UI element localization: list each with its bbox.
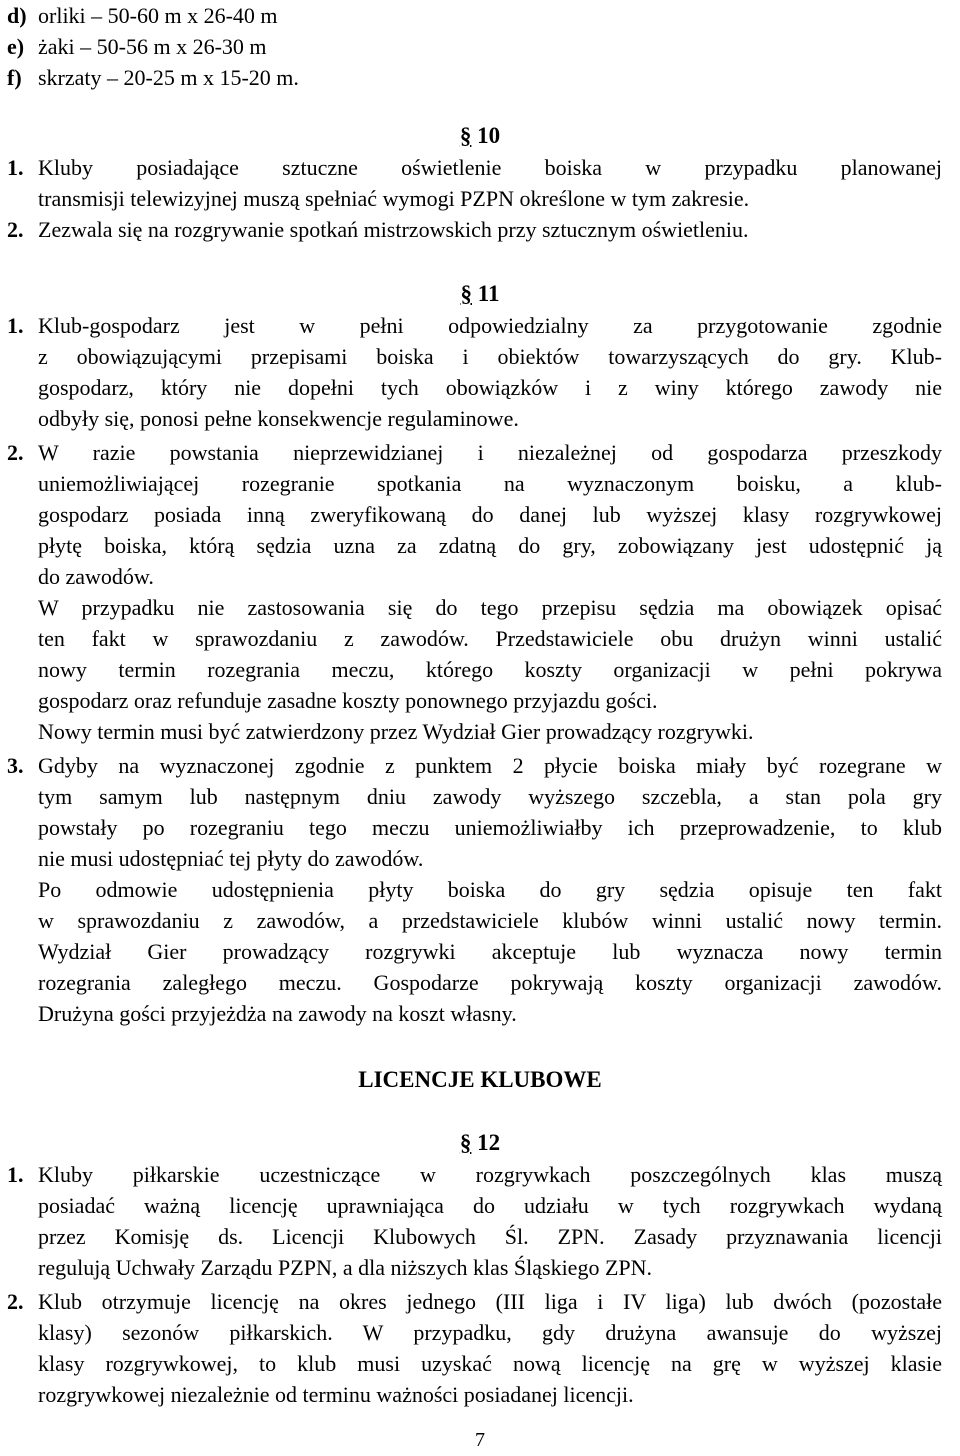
text-line: klasy rozgrywkowej, to klub musi uzyskać nową licencję na grę w wyższej klasie	[38, 1351, 942, 1376]
text-line: transmisji telewizyjnej muszą spełniać wymogi PZPN określone w tym zakresie.	[38, 186, 750, 211]
text-line: odbyły się, ponosi pełne konsekwencje regulaminowe.	[38, 406, 519, 431]
paragraph-number: 1.	[7, 313, 24, 338]
paragraph-number: 2.	[7, 217, 24, 242]
list-marker: d)	[7, 3, 27, 28]
section-symbol: §	[459, 123, 472, 148]
text-line: tym samym lub następnym dniu zawody wyższego szczebla, a stan pola gry	[38, 784, 942, 809]
chapter-heading: LICENCJE KLUBOWE	[358, 1067, 602, 1092]
section-symbol: §	[460, 281, 472, 306]
section-heading-12	[0, 1127, 960, 1158]
paragraph-number: 2.	[7, 440, 24, 465]
text-line: Gdyby na wyznaczonej zgodnie z punktem 2 płycie boiska miały być rozegrane w	[38, 753, 942, 778]
text-line: ten fakt w sprawozdaniu z zawodów. Przedstawiciele obu drużyn winni ustalić	[38, 626, 942, 651]
list-item-text: skrzaty – 20-25 m x 15-20 m.	[38, 65, 299, 90]
paragraph-number: 1.	[7, 1162, 24, 1187]
text-line: do zawodów.	[38, 564, 154, 589]
list-item	[7, 0, 278, 31]
text-line: nie musi udostępniać tej płyty do zawodów.	[38, 846, 424, 871]
paragraph-number: 2.	[7, 1289, 24, 1314]
section-heading-11	[0, 278, 960, 309]
text-line: Po odmowie udostępnienia płyty boiska do gry sędzia opisuje ten fakt	[38, 877, 942, 902]
text-line: posiadać ważną licencję uprawniająca do udziału w tych rozgrywkach wydaną	[38, 1193, 942, 1218]
text-line: przez Komisję ds. Licencji Klubowych Śl. ZPN. Zasady przyznawania licencji	[38, 1224, 942, 1249]
page-number: 7	[475, 1429, 485, 1451]
section-symbol: §	[459, 1130, 472, 1155]
text-line: nowy termin rozegrania meczu, którego koszty organizacji w pełni pokrywa	[38, 657, 942, 682]
text-line: gospodarz oraz refunduje zasadne koszty ponownego przyjazdu gości.	[38, 688, 658, 713]
text-line: Nowy termin musi być zatwierdzony przez Wydział Gier prowadzący rozgrywki.	[38, 719, 754, 744]
list-marker: f)	[7, 65, 22, 90]
text-line: Wydział Gier prowadzący rozgrywki akceptuje lub wyznacza nowy termin	[38, 939, 942, 964]
text-line: klasy) sezonów piłkarskich. W przypadku, gdy drużyna awansuje do wyższej	[38, 1320, 942, 1345]
text-line: z obowiązującymi przepisami boiska i obiektów towarzyszących do gry. Klub-	[38, 344, 942, 369]
text-line: Klub otrzymuje licencję na okres jednego (III liga i IV liga) lub dwóch (pozostałe	[38, 1289, 942, 1314]
text-line: Kluby posiadające sztuczne oświetlenie boiska w przypadku planowanej	[38, 155, 942, 180]
text-line: regulują Uchwały Zarządu PZPN, a dla niższych klas Śląskiego ZPN.	[38, 1255, 653, 1280]
text-line: rozegrania zaległego meczu. Gospodarze pokrywają koszty organizacji zawodów.	[38, 970, 942, 995]
section-heading-10	[0, 120, 960, 151]
section-number: 11	[477, 281, 500, 306]
text-line: uniemożliwiającej rozegranie spotkania na wyznaczonym boisku, a klub-	[38, 471, 942, 496]
text-line: gospodarz posiada inną zweryfikowaną do danej lub wyższej klasy rozgrywkowej	[38, 502, 942, 527]
text-line: W przypadku nie zastosowania się do tego przepisu sędzia ma obowiązek opisać	[38, 595, 942, 620]
list-marker: e)	[7, 34, 25, 59]
text-line: Kluby piłkarskie uczestniczące w rozgrywkach poszczególnych klas muszą	[38, 1162, 942, 1187]
text-line: powstały po rozegraniu tego meczu uniemożliwiałby ich przeprowadzenie, to klub	[38, 815, 942, 840]
text-line: gospodarz, który nie dopełni tych obowiązków i z winy którego zawody nie	[38, 375, 942, 400]
text-line: w sprawozdaniu z zawodów, a przedstawiciele klubów winni ustalić nowy termin.	[38, 908, 942, 933]
section-number: 10	[477, 123, 501, 148]
text-line: Drużyna gości przyjeżdża na zawody na koszt własny.	[38, 1001, 517, 1026]
paragraph-number: 3.	[7, 753, 24, 778]
text-line: Klub-gospodarz jest w pełni odpowiedzialny za przygotowanie zgodnie	[38, 313, 942, 338]
list-item-text: żaki – 50-56 m x 26-30 m	[38, 34, 267, 59]
text-line: rozgrywkowej niezależnie od terminu ważności posiadanej licencji.	[38, 1382, 634, 1407]
list-item	[7, 31, 267, 62]
paragraph-number: 1.	[7, 155, 24, 180]
text-line: płytę boiska, którą sędzia uzna za zdatną do gry, zobowiązany jest udostępnić ją	[38, 533, 942, 558]
text-line: Zezwala się na rozgrywanie spotkań mistrzowskich przy sztucznym oświetleniu.	[38, 217, 749, 242]
section-number: 12	[477, 1130, 501, 1155]
text-line: W razie powstania nieprzewidzianej i niezależnej od gospodarza przeszkody	[38, 440, 942, 465]
list-item-text: orliki – 50-60 m x 26-40 m	[38, 3, 278, 28]
list-item	[7, 62, 299, 93]
